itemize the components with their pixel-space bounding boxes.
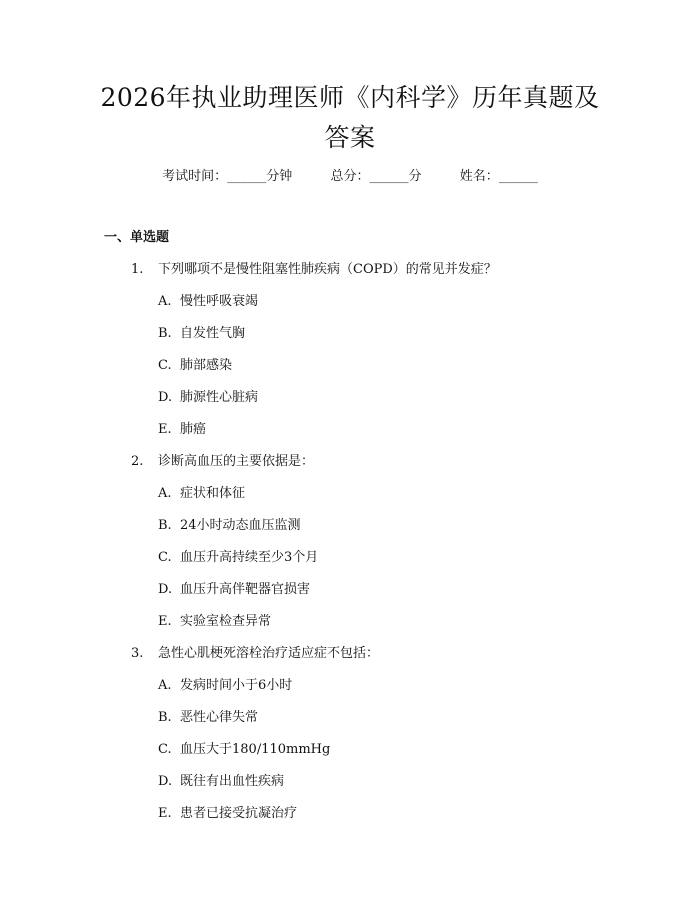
option-3c (158, 740, 330, 760)
option-1d (158, 388, 258, 408)
question-number: 1. (131, 262, 144, 277)
question-text: 诊断高血压的主要依据是： (158, 454, 315, 469)
option-text: 症状和体征 (180, 486, 246, 501)
option-1a (158, 292, 258, 312)
question-3 (131, 644, 379, 664)
option-text: 肺源性心脏病 (180, 390, 259, 405)
document-title (70, 78, 630, 158)
option-3d (158, 772, 284, 792)
option-text: 患者已接受抗凝治疗 (180, 806, 298, 821)
question-2 (131, 452, 314, 472)
name-label: 姓名： (459, 169, 499, 184)
option-letter: B. (158, 710, 172, 725)
option-2e (158, 612, 271, 632)
option-1e (158, 420, 206, 440)
option-text: 自发性气胸 (180, 326, 246, 341)
option-text: 既往有出血性疾病 (180, 774, 285, 789)
option-3e (158, 804, 297, 824)
title-line-1: 2026年执业助理医师《内科学》历年真题及 (100, 83, 600, 112)
option-2b (158, 516, 301, 536)
option-letter: B. (158, 518, 172, 533)
option-1b (158, 324, 245, 344)
option-letter: C. (158, 358, 172, 373)
option-letter: C. (158, 550, 172, 565)
option-letter: B. (158, 326, 172, 341)
option-3a (158, 676, 292, 696)
option-1c (158, 356, 232, 376)
name-blank: ______ (498, 169, 538, 184)
option-letter: D. (158, 582, 173, 597)
option-letter: E. (158, 422, 172, 437)
option-2c (158, 548, 318, 568)
section-heading: 一、单选题 (104, 230, 170, 245)
option-letter: E. (158, 614, 172, 629)
option-2d (158, 580, 310, 600)
option-2a (158, 484, 245, 504)
option-letter: A. (158, 678, 172, 693)
option-text: 慢性呼吸衰竭 (180, 294, 259, 309)
option-letter: D. (158, 774, 173, 789)
option-text: 恶性心律失常 (180, 710, 259, 725)
option-text: 发病时间小于6小时 (180, 678, 293, 693)
option-letter: A. (158, 294, 172, 309)
exam-time-blank: ______ (227, 169, 267, 184)
exam-time-unit: 分钟 (266, 169, 293, 184)
question-number: 2. (131, 454, 144, 469)
option-text: 实验室检查异常 (180, 614, 272, 629)
question-1 (131, 260, 497, 280)
option-3b (158, 708, 258, 728)
score-label: 总分： (330, 169, 370, 184)
option-text: 肺癌 (180, 422, 207, 437)
option-letter: D. (158, 390, 173, 405)
exam-time-label: 考试时间： (162, 169, 228, 184)
option-text: 血压升高伴靶器官损害 (180, 582, 311, 597)
option-text: 血压升高持续至少3个月 (180, 550, 319, 565)
option-text: 血压大于180/110mmHg (180, 742, 331, 757)
score-unit: 分 (408, 169, 422, 184)
option-letter: C. (158, 742, 172, 757)
score-blank: ______ (369, 169, 409, 184)
question-text: 下列哪项不是慢性阻塞性肺疾病（COPD）的常见并发症？ (158, 262, 497, 277)
option-letter: A. (158, 486, 172, 501)
exam-info-line (0, 167, 700, 187)
option-text: 肺部感染 (180, 358, 233, 373)
question-number: 3. (131, 646, 144, 661)
title-line-2: 答案 (324, 123, 376, 152)
option-letter: E. (158, 806, 172, 821)
question-text: 急性心肌梗死溶栓治疗适应症不包括： (158, 646, 380, 661)
option-text: 24小时动态血压监测 (180, 518, 301, 533)
